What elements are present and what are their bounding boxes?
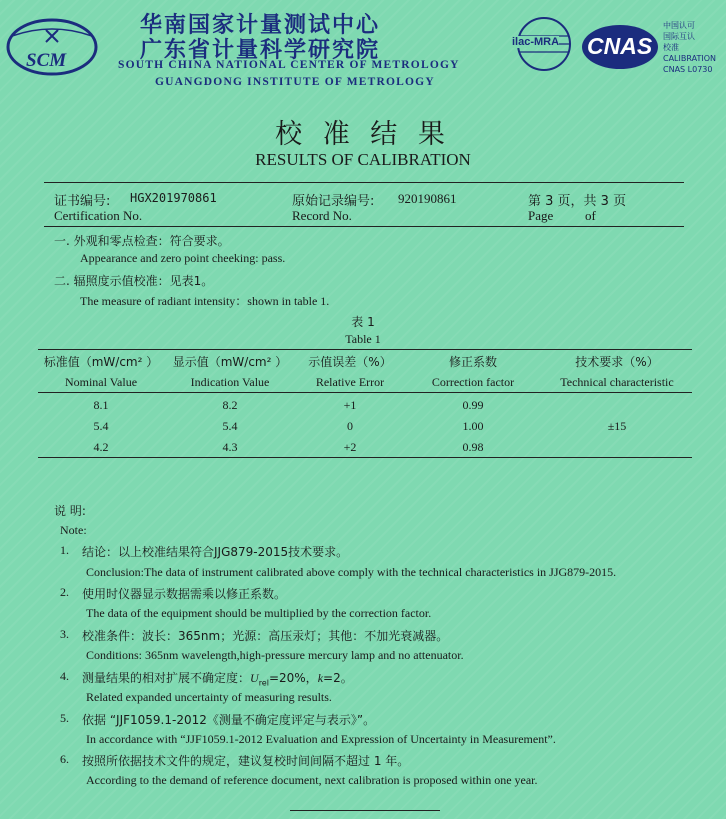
cert-value: HGX201970861 — [130, 191, 217, 205]
ilac-mra-text: ilac-MRA — [512, 36, 560, 48]
table-caption-en: Table 1 — [345, 332, 381, 346]
note-symbol-sub: rel — [258, 678, 269, 688]
notes-title-en: Note: — [60, 523, 87, 537]
note-text-en: Conditions: 365nm wavelength,high-pressure mercury lamp and no attenuator. — [86, 648, 464, 662]
cnas-side-text — [663, 20, 716, 75]
note-number: 3. — [60, 627, 69, 641]
section2-cn: 二. 辐照度示值校准：见表1。 — [54, 274, 214, 288]
note-number: 6. — [60, 752, 69, 766]
table-cell: 4.2 — [93, 440, 109, 454]
table-cell: 0.99 — [462, 398, 484, 412]
note-text-part: =20%， — [268, 671, 318, 685]
note-text-part: 测量结果的相对扩展不确定度： — [82, 671, 251, 685]
record-label-cn: 原始记录编号: — [292, 194, 375, 209]
note-symbol-k: k — [317, 671, 324, 685]
cnas-side-line: CALIBRATION — [663, 54, 716, 63]
table-cell: 0.98 — [462, 440, 484, 454]
section1-cn: 一. 外观和零点检查：符合要求。 — [54, 234, 230, 248]
note-symbol-u: U — [250, 671, 259, 685]
notes-title-cn: 说 明: — [54, 504, 86, 518]
cnas-side-line: 国际互认 — [663, 32, 695, 41]
table-cell: +1 — [343, 398, 357, 412]
note-text-cn: 使用时仪器显示数据需乘以修正系数。 — [82, 587, 287, 601]
org-name-en-1: SOUTH CHINA NATIONAL CENTER OF METROLOGY — [118, 59, 460, 71]
note-text-en: Related expanded uncertainty of measuring results. — [86, 690, 332, 704]
title-en: RESULTS OF CALIBRATION — [255, 150, 471, 169]
note-text-en: In accordance with “JJF1059.1-2012 Evaluation and Expression of Uncertainty in Measurement”. — [86, 732, 556, 746]
note-number: 2. — [60, 585, 69, 599]
section2-en: The measure of radiant intensity：shown in table 1. — [80, 294, 330, 308]
org-name-cn-2: 广东省计量科学研究院 — [140, 38, 381, 63]
table-cell: 8.1 — [93, 398, 109, 412]
ilac-mra-logo — [510, 14, 578, 74]
scm-logo-text: SCM — [26, 50, 67, 71]
table-cell: 8.2 — [222, 398, 238, 412]
table-cell: 1.00 — [462, 419, 484, 433]
cnas-side-line: CNAS L0730 — [663, 65, 713, 74]
table-cell: +2 — [343, 440, 357, 454]
page-cn: 第 3 页，共 3 页 — [528, 194, 627, 209]
note-text-part: =2。 — [323, 671, 353, 685]
cnas-side-line: 中国认可 — [663, 21, 695, 30]
table-header-en: Technical characteristic — [560, 375, 674, 389]
note-text-en: The data of the equipment should be multiplied by the correction factor. — [86, 606, 432, 620]
note-text-cn: 结论：以上校准结果符合JJG879-2015技术要求。 — [82, 545, 349, 559]
note-number: 5. — [60, 711, 69, 725]
note-text-cn: 校准条件：波长：365nm；光源：高压汞灯；其他：不加光衰减器。 — [82, 629, 449, 643]
table-header-cn: 技术要求（%） — [575, 355, 659, 369]
cnas-side-line: 校准 — [663, 43, 679, 52]
table-header-cn: 显示值（mW/cm² ） — [172, 355, 288, 369]
table-bottom-rule — [38, 457, 692, 458]
table-cell: 0 — [347, 419, 353, 433]
record-label-en: Record No. — [292, 208, 352, 223]
org-name-cn-1: 华南国家计量测试中心 — [140, 13, 381, 38]
title-cn: 校 准 结 果 — [275, 119, 451, 150]
cert-label-en: Certification No. — [54, 208, 143, 223]
table-header-cn: 修正系数 — [448, 355, 497, 369]
divider — [44, 226, 684, 227]
record-value: 920190861 — [398, 191, 457, 206]
cnas-logo — [580, 22, 660, 72]
table-cell: 5.4 — [93, 419, 109, 433]
note-text-cn — [82, 669, 353, 687]
scm-logo — [4, 14, 100, 80]
note-text-cn: 按照所依据技术文件的规定，建议复校时间间隔不超过 1 年。 — [82, 754, 410, 768]
table-header-cn: 示值误差（%） — [308, 355, 392, 369]
table-cell: 5.4 — [222, 419, 238, 433]
note-number: 1. — [60, 543, 69, 557]
table-header-cn: 标准值（mW/cm² ） — [43, 355, 159, 369]
cnas-logo-text: CNAS — [587, 33, 653, 59]
table-caption-cn: 表 1 — [351, 315, 375, 329]
table-header-rule — [38, 392, 692, 393]
table-header-en: Relative Error — [315, 375, 385, 389]
note-text-en: According to the demand of reference document, next calibration is proposed within one year. — [86, 773, 538, 787]
cert-label-cn: 证书编号: — [54, 194, 111, 209]
divider — [44, 182, 684, 183]
note-number: 4. — [60, 669, 69, 683]
section1-en: Appearance and zero point cheeking: pass. — [80, 251, 286, 265]
table-requirement-cell: ±15 — [607, 419, 627, 433]
table-header-en: Nominal Value — [64, 375, 138, 389]
page-en-of: of — [585, 208, 596, 223]
table-header-en: Indication Value — [190, 375, 270, 389]
table-top-rule — [38, 349, 692, 350]
org-name-en-2: GUANGDONG INSTITUTE OF METROLOGY — [155, 76, 435, 88]
note-text-en: Conclusion:The data of instrument calibrated above comply with the technical characteristics in JJG879-2015. — [86, 565, 617, 579]
note-text-cn: 依据 “JJF1059.1-2012《测量不确定度评定与表示》”。 — [82, 713, 376, 727]
table-cell: 4.3 — [222, 440, 238, 454]
table-header-en: Correction factor — [431, 375, 515, 389]
end-rule — [290, 810, 440, 811]
page-en-page: Page — [528, 208, 554, 223]
